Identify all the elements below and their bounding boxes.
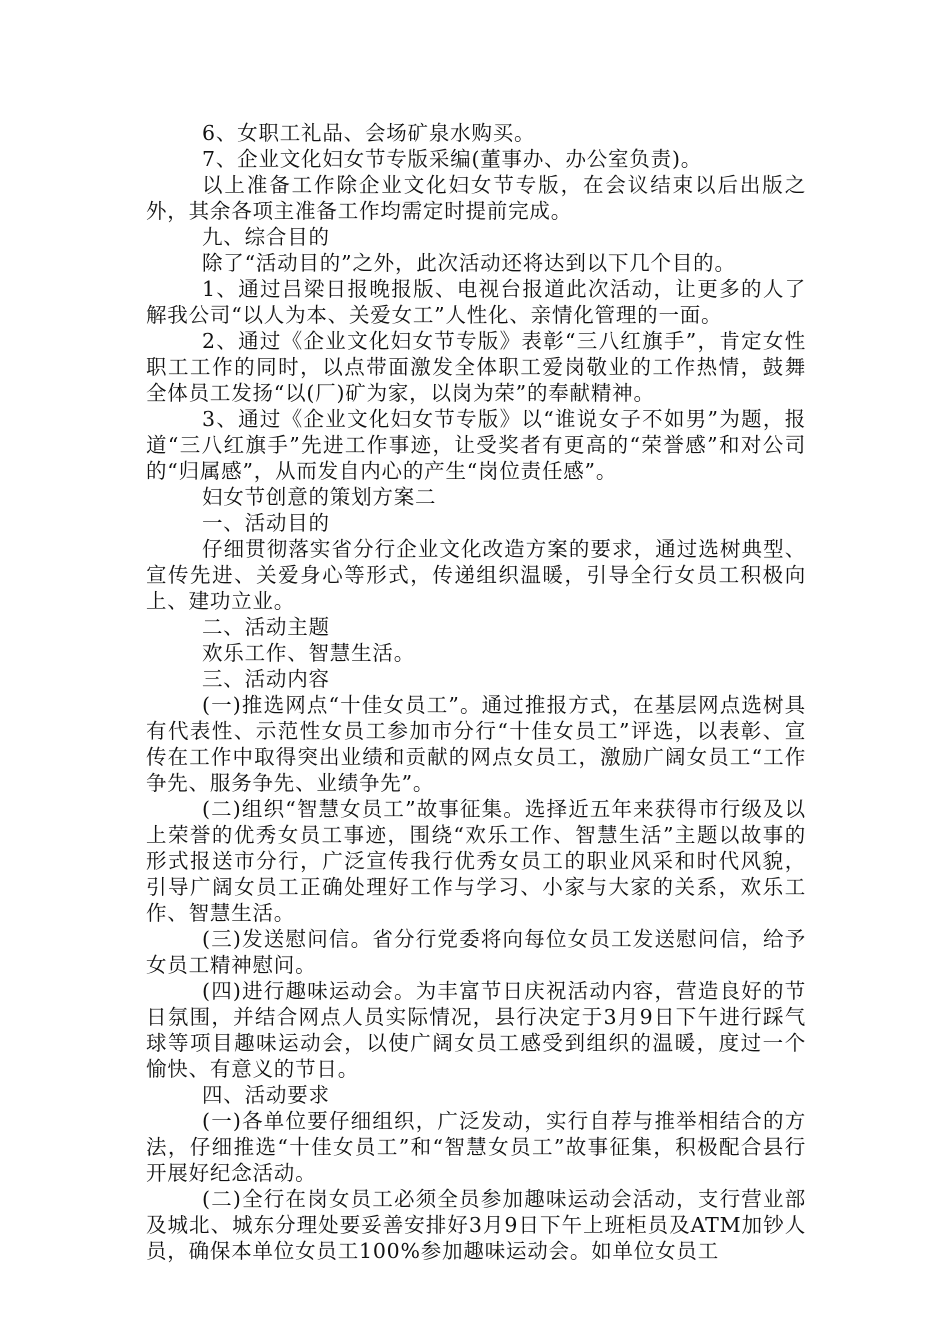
paragraph: 除了“活动目的”之外，此次活动还将达到以下几个目的。 bbox=[202, 251, 736, 275]
section-heading: 二、活动主题 bbox=[202, 615, 330, 639]
paragraph: 1、通过吕梁日报晚报版、电视台报道此次活动，让更多的人了解我公司“以人为本、关爱女工”人性化、亲情化管理的一面。 bbox=[146, 277, 806, 327]
paragraph: (三)发送慰问信。省分行党委将向每位女员工发送慰问信，给予女员工精神慰问。 bbox=[146, 927, 806, 977]
paragraph: 欢乐工作、智慧生活。 bbox=[202, 641, 415, 665]
section-heading: 一、活动目的 bbox=[202, 511, 330, 535]
paragraph: (二)全行在岗女员工必须全员参加趣味运动会活动，支行营业部及城北、城东分理处要妥善安排好3月9日下午上班柜员及ATM加钞人员，确保本单位女员工100%参加趣味运动会。如单位女员工 bbox=[146, 1187, 806, 1263]
paragraph: (二)组织“智慧女员工”故事征集。选择近五年来获得市行级及以上荣誉的优秀女员工事迹，围绕“欢乐工作、智慧生活”主题以故事的形式报送市分行，广泛宣传我行优秀女员工的职业风采和时代风貌，引导广阔女员工正确处理好工作与学习、小家与大家的关系，欢乐工作、智慧生活。 bbox=[146, 797, 806, 925]
paragraph: 2、通过《企业文化妇女节专版》表彰“三八红旗手”，肯定女性职工工作的同时，以点带面激发全体职工爱岗敬业的工作热情，鼓舞全体员工发扬“以(厂)矿为家，以岗为荣”的奉献精神。 bbox=[146, 329, 806, 405]
paragraph: 以上准备工作除企业文化妇女节专版，在会议结束以后出版之外，其余各项主准备工作均需定时提前完成。 bbox=[146, 173, 806, 223]
paragraph: (四)进行趣味运动会。为丰富节日庆祝活动内容，营造良好的节日氛围，并结合网点人员实际情况，县行决定于3月9日下午进行踩气球等项目趣味运动会，以使广阔女员工感受到组织的温暖，度过一个愉快、有意义的节日。 bbox=[146, 979, 806, 1081]
section-heading: 三、活动内容 bbox=[202, 667, 330, 691]
paragraph: 7、企业文化妇女节专版采编(董事办、办公室负责)。 bbox=[202, 147, 703, 171]
paragraph: 3、通过《企业文化妇女节专版》以“谁说女子不如男”为题，报道“三八红旗手”先进工作事迹，让受奖者有更高的“荣誉感”和对公司的“归属感”，从而发自内心的产生“岗位责任感”。 bbox=[146, 407, 806, 483]
section-heading: 四、活动要求 bbox=[202, 1083, 330, 1107]
paragraph: (一)各单位要仔细组织，广泛发动，实行自荐与推举相结合的方法，仔细推选“十佳女员工”和“智慧女员工”故事征集，积极配合县行开展好纪念活动。 bbox=[146, 1109, 806, 1185]
paragraph: (一)推选网点“十佳女员工”。通过推报方式，在基层网点选树具有代表性、示范性女员工参加市分行“十佳女员工”评选，以表彰、宣传在工作中取得突出业绩和贡献的网点女员工，激励广阔女员工“工作争先、服务争先、业绩争先”。 bbox=[146, 693, 806, 795]
paragraph: 仔细贯彻落实省分行企业文化改造方案的要求，通过选树典型、宣传先进、关爱身心等形式，传递组织温暖，引导全行女员工积极向上、建功立业。 bbox=[146, 537, 806, 613]
document-subtitle: 妇女节创意的策划方案二 bbox=[202, 485, 437, 509]
document-body bbox=[146, 120, 806, 1264]
section-heading: 九、综合目的 bbox=[202, 225, 330, 249]
paragraph: 6、女职工礼品、会场矿泉水购买。 bbox=[202, 121, 536, 145]
